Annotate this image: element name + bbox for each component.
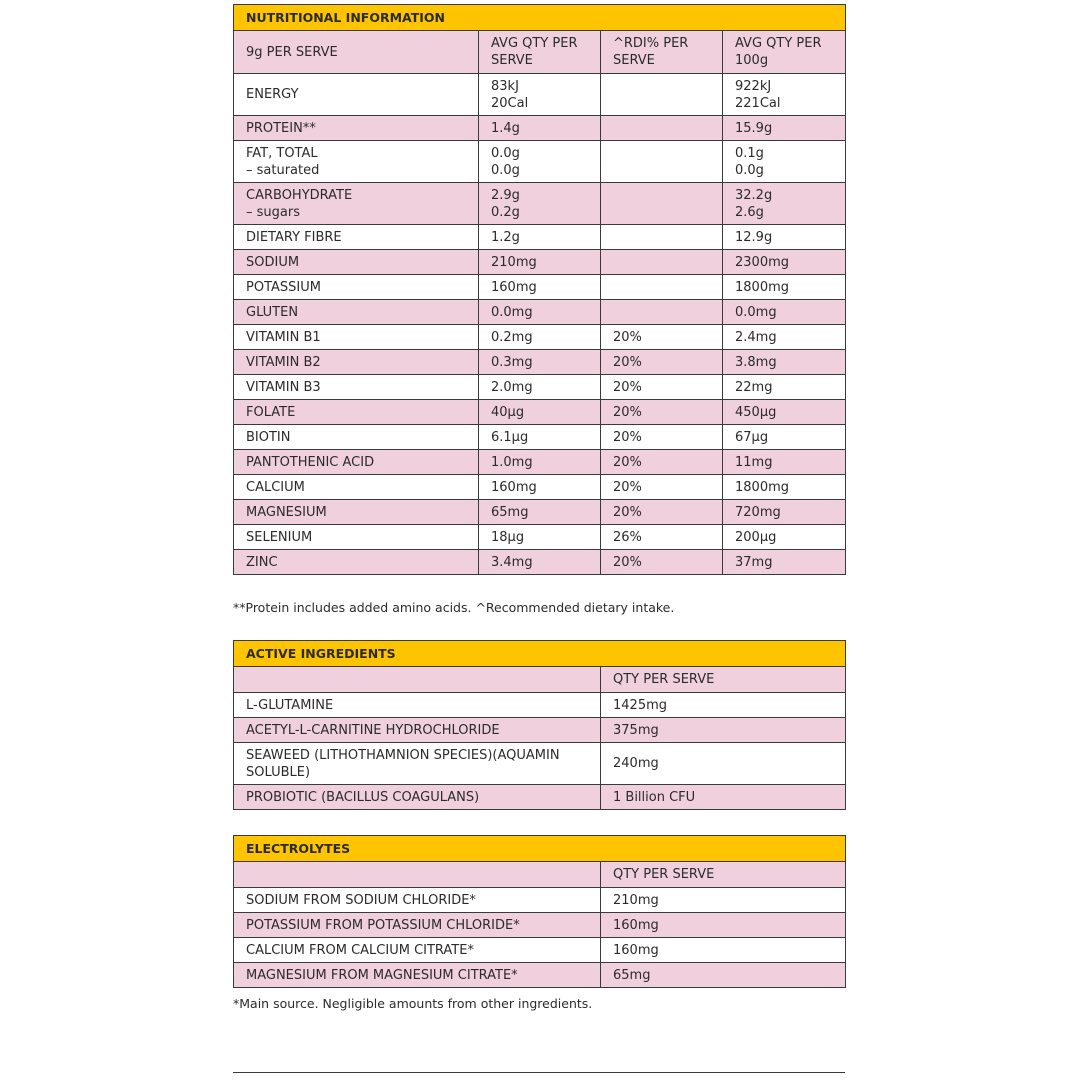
nutrition-row	[234, 183, 846, 225]
electrolyte-row	[234, 963, 846, 988]
row-label: FAT, TOTAL – saturated	[234, 141, 479, 183]
electrolytes-column-headers	[234, 862, 846, 888]
row-value: 2.9g 0.2g	[479, 183, 601, 225]
row-value: 0.0mg	[479, 300, 601, 325]
row-value: 26%	[601, 525, 723, 550]
row-value: 1800mg	[723, 275, 846, 300]
row-label: L-GLUTAMINE	[234, 693, 601, 718]
row-label: ZINC	[234, 550, 479, 575]
electrolytes-panel	[233, 835, 845, 988]
electrolyte-row	[234, 888, 846, 913]
row-label: ACETYL-L-CARNITINE HYDROCHLORIDE	[234, 718, 601, 743]
row-value: 65mg	[479, 500, 601, 525]
row-value: 20%	[601, 450, 723, 475]
nutrition-title: NUTRITIONAL INFORMATION	[234, 5, 846, 31]
row-value: 0.0g 0.0g	[479, 141, 601, 183]
nutrition-row	[234, 74, 846, 116]
row-value	[601, 116, 723, 141]
row-value: 11mg	[723, 450, 846, 475]
nutrition-row	[234, 400, 846, 425]
row-value: 2.4mg	[723, 325, 846, 350]
row-value: 720mg	[723, 500, 846, 525]
row-value: 375mg	[601, 718, 846, 743]
row-value: 160mg	[479, 275, 601, 300]
nutrition-footnote: **Protein includes added amino acids. ^Recommended dietary intake.	[233, 600, 675, 615]
row-value: 1.0mg	[479, 450, 601, 475]
nutrition-table	[233, 4, 846, 575]
row-value: 1425mg	[601, 693, 846, 718]
row-label: FOLATE	[234, 400, 479, 425]
active-column-headers	[234, 667, 846, 693]
active-ingredients-rows	[234, 693, 846, 810]
nutrition-row	[234, 425, 846, 450]
column-header: AVG QTY PER 100g	[723, 31, 846, 74]
row-value: 22mg	[723, 375, 846, 400]
row-value: 200µg	[723, 525, 846, 550]
row-value: 83kJ 20Cal	[479, 74, 601, 116]
electrolyte-row	[234, 913, 846, 938]
nutrition-column-headers	[234, 31, 846, 74]
row-label: CARBOHYDRATE – sugars	[234, 183, 479, 225]
row-label: SODIUM	[234, 250, 479, 275]
row-label: PROBIOTIC (BACILLUS COAGULANS)	[234, 785, 601, 810]
electrolytes-title: ELECTROLYTES	[234, 836, 846, 862]
row-value: 12.9g	[723, 225, 846, 250]
nutrition-row	[234, 500, 846, 525]
row-value: 20%	[601, 350, 723, 375]
row-value: 20%	[601, 375, 723, 400]
row-value: 6.1µg	[479, 425, 601, 450]
nutrition-row	[234, 450, 846, 475]
row-value: 67µg	[723, 425, 846, 450]
row-label: VITAMIN B2	[234, 350, 479, 375]
nutrition-row	[234, 250, 846, 275]
row-value: 0.1g 0.0g	[723, 141, 846, 183]
nutrition-rows	[234, 74, 846, 575]
row-label: SODIUM FROM SODIUM CHLORIDE*	[234, 888, 601, 913]
row-value: 450µg	[723, 400, 846, 425]
row-label: CALCIUM	[234, 475, 479, 500]
row-value: 1 Billion CFU	[601, 785, 846, 810]
nutrition-row	[234, 525, 846, 550]
row-value: 0.0mg	[723, 300, 846, 325]
row-label: MAGNESIUM	[234, 500, 479, 525]
row-value	[601, 141, 723, 183]
nutrition-panel	[233, 4, 845, 575]
active-ingredient-row	[234, 743, 846, 785]
row-value: 160mg	[601, 938, 846, 963]
row-value: 2300mg	[723, 250, 846, 275]
nutrition-row	[234, 116, 846, 141]
active-ingredient-row	[234, 785, 846, 810]
row-label: ENERGY	[234, 74, 479, 116]
row-value	[601, 250, 723, 275]
nutrition-row	[234, 141, 846, 183]
row-value: 20%	[601, 500, 723, 525]
nutrition-row	[234, 325, 846, 350]
row-value: 210mg	[479, 250, 601, 275]
row-label: PANTOTHENIC ACID	[234, 450, 479, 475]
electrolytes-footnote: *Main source. Negligible amounts from other ingredients.	[233, 996, 593, 1011]
row-value: 65mg	[601, 963, 846, 988]
row-value: 160mg	[479, 475, 601, 500]
active-ingredients-table	[233, 640, 846, 810]
row-label: BIOTIN	[234, 425, 479, 450]
row-label: PROTEIN**	[234, 116, 479, 141]
column-header: AVG QTY PER SERVE	[479, 31, 601, 74]
row-value: 18µg	[479, 525, 601, 550]
row-value: 37mg	[723, 550, 846, 575]
row-label: POTASSIUM	[234, 275, 479, 300]
nutrition-row	[234, 375, 846, 400]
row-value: 3.4mg	[479, 550, 601, 575]
column-header: 9g PER SERVE	[234, 31, 479, 74]
row-value: 922kJ 221Cal	[723, 74, 846, 116]
row-value	[601, 74, 723, 116]
electrolyte-row	[234, 938, 846, 963]
row-value: 20%	[601, 425, 723, 450]
row-value: 1.2g	[479, 225, 601, 250]
row-value	[601, 300, 723, 325]
row-value	[601, 275, 723, 300]
nutrition-row	[234, 550, 846, 575]
electrolytes-table	[233, 835, 846, 988]
row-value: 0.2mg	[479, 325, 601, 350]
nutrition-row	[234, 275, 846, 300]
row-label: SEAWEED (LITHOTHAMNION SPECIES)(AQUAMIN SOLUBLE)	[234, 743, 601, 785]
row-value: 20%	[601, 325, 723, 350]
row-label: MAGNESIUM FROM MAGNESIUM CITRATE*	[234, 963, 601, 988]
electrolytes-rows	[234, 888, 846, 988]
nutrition-row	[234, 300, 846, 325]
column-header-blank	[234, 667, 601, 693]
row-value: 160mg	[601, 913, 846, 938]
row-value: 2.0mg	[479, 375, 601, 400]
row-label: DIETARY FIBRE	[234, 225, 479, 250]
column-header: ^RDI% PER SERVE	[601, 31, 723, 74]
row-value: 40µg	[479, 400, 601, 425]
active-ingredients-title: ACTIVE INGREDIENTS	[234, 641, 846, 667]
row-value: 240mg	[601, 743, 846, 785]
row-value: 210mg	[601, 888, 846, 913]
row-value	[601, 183, 723, 225]
row-value: 3.8mg	[723, 350, 846, 375]
bottom-divider	[233, 1072, 845, 1073]
row-label: SELENIUM	[234, 525, 479, 550]
row-value: 32.2g 2.6g	[723, 183, 846, 225]
row-value: 1.4g	[479, 116, 601, 141]
column-header: QTY PER SERVE	[601, 667, 846, 693]
row-value: 0.3mg	[479, 350, 601, 375]
row-value: 20%	[601, 550, 723, 575]
row-value: 1800mg	[723, 475, 846, 500]
row-value	[601, 225, 723, 250]
nutrition-row	[234, 225, 846, 250]
row-label: CALCIUM FROM CALCIUM CITRATE*	[234, 938, 601, 963]
row-value: 15.9g	[723, 116, 846, 141]
row-value: 20%	[601, 400, 723, 425]
row-value: 20%	[601, 475, 723, 500]
active-ingredient-row	[234, 718, 846, 743]
column-header: QTY PER SERVE	[601, 862, 846, 888]
nutrition-row	[234, 475, 846, 500]
active-ingredients-panel	[233, 640, 845, 810]
column-header-blank	[234, 862, 601, 888]
row-label: GLUTEN	[234, 300, 479, 325]
row-label: POTASSIUM FROM POTASSIUM CHLORIDE*	[234, 913, 601, 938]
active-ingredient-row	[234, 693, 846, 718]
nutrition-row	[234, 350, 846, 375]
row-label: VITAMIN B3	[234, 375, 479, 400]
row-label: VITAMIN B1	[234, 325, 479, 350]
